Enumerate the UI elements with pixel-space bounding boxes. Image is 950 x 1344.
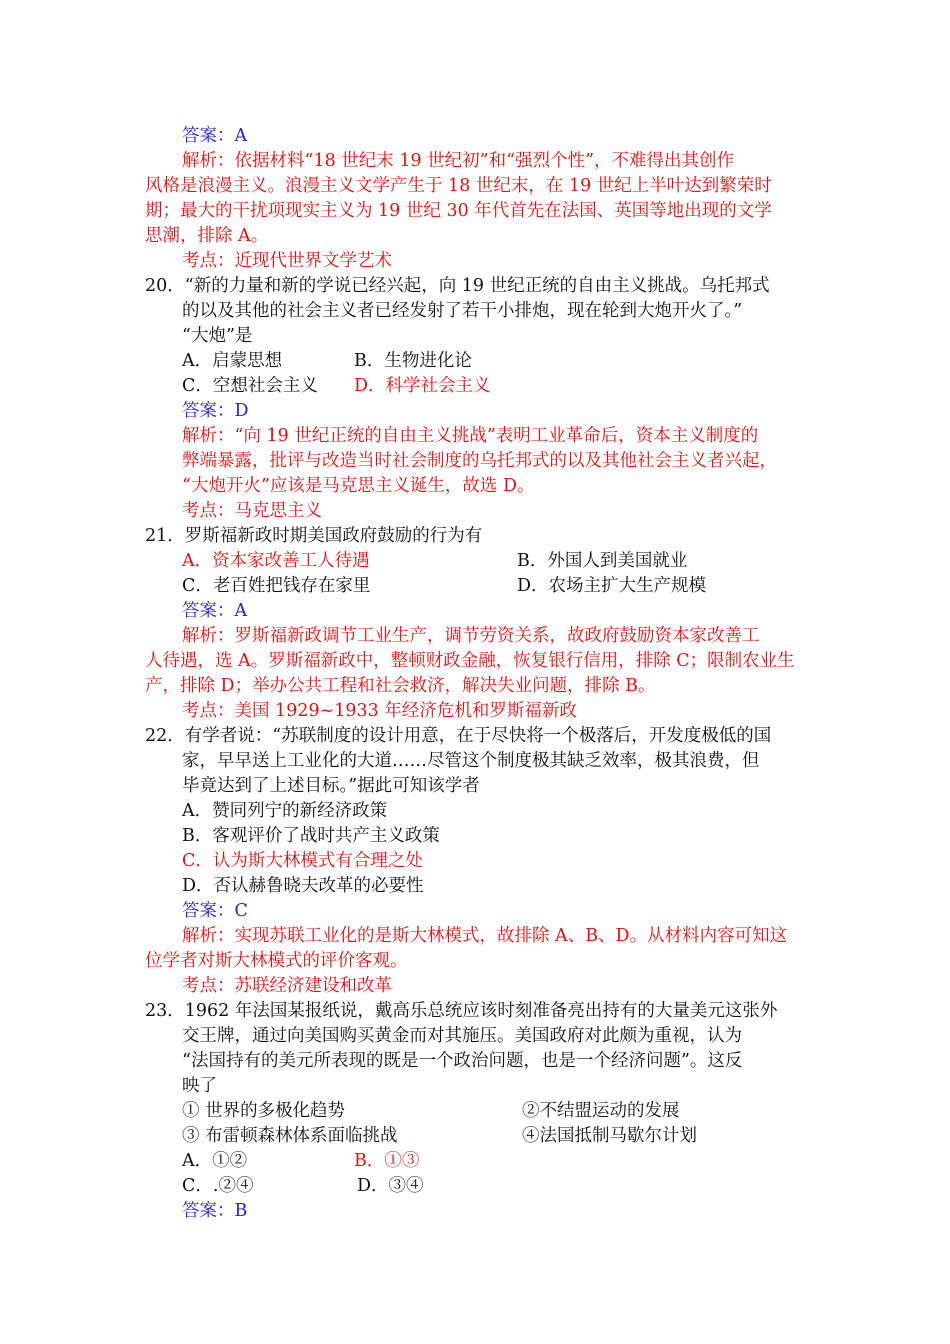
q23-item-3: ③ 布雷顿森林体系面临挑战: [182, 1126, 398, 1146]
q23-stem-line-1: 23．1962 年法国某报纸说，戴高乐总统应该时刻准备亮出持有的大量美元这张外: [145, 1001, 778, 1021]
q22-option-d: D．否认赫鲁晓夫改革的必要性: [182, 876, 424, 896]
q20-option-a: A．启蒙思想: [182, 351, 283, 371]
q19-analysis-line-3: 期；最大的干扰项现实主义为 19 世纪 30 年代首先在法国、英国等地出现的文学: [145, 201, 772, 221]
q23-option-d: D．③④: [357, 1176, 424, 1196]
q22-topic: 考点：苏联经济建设和改革: [182, 976, 392, 996]
q19-answer: 答案：A: [182, 126, 248, 146]
q22-option-a: A．赞同列宁的新经济政策: [182, 801, 388, 821]
q23-answer: 答案：B: [182, 1201, 248, 1221]
q22-stem-line-1: 22．有学者说：“苏联制度的设计用意，在于尽快将一个极落后，开发度极低的国: [145, 726, 772, 746]
q21-analysis-line-2: 人待遇，选 A。罗斯福新政中，整顿财政金融，恢复银行信用，排除 C；限制农业生: [145, 651, 795, 671]
q20-stem-line-3: “大炮”是: [182, 326, 253, 346]
q23-option-c: C．.②④: [182, 1176, 254, 1196]
q20-option-c: C．空想社会主义: [182, 376, 318, 396]
q22-option-b: B．客观评价了战时共产主义政策: [182, 826, 440, 846]
q21-option-b: B．外国人到美国就业: [517, 551, 688, 571]
q23-item-4: ④法国抵制马歇尔计划: [522, 1126, 697, 1146]
q19-analysis-line-2: 风格是浪漫主义。浪漫主义文学产生于 18 世纪末，在 19 世纪上半叶达到繁荣时: [145, 176, 772, 196]
q19-analysis-line-1: 解析：依据材料“18 世纪末 19 世纪初”和“强烈个性”，不难得出其创作: [182, 151, 735, 171]
q20-option-b: B．生物进化论: [354, 351, 472, 371]
q21-option-c: C．老百姓把钱存在家里: [182, 576, 371, 596]
q20-analysis-line-1: 解析：“向 19 世纪正统的自由主义挑战”表明工业革命后，资本主义制度的: [182, 426, 759, 446]
q23-option-a: A．①②: [182, 1151, 248, 1171]
q20-stem-line-2: 的以及其他的社会主义者已经发射了若干小排炮，现在轮到大炮开火了。”: [182, 301, 743, 321]
q19-analysis-line-4: 思潮，排除 A。: [145, 226, 269, 246]
q22-analysis-line-1: 解析：实现苏联工业化的是斯大林模式，故排除 A、B、D。从材料内容可知这: [182, 926, 788, 946]
q23-option-b: B．①③: [354, 1151, 420, 1171]
q23-item-2: ②不结盟运动的发展: [522, 1101, 680, 1121]
q21-stem: 21．罗斯福新政时期美国政府鼓励的行为有: [145, 526, 483, 546]
q20-answer: 答案：D: [182, 401, 249, 421]
q23-item-1: ① 世界的多极化趋势: [182, 1101, 346, 1121]
q23-stem-line-2: 交王牌，通过向美国购买黄金而对其施压。美国政府对此颇为重视，认为: [182, 1026, 742, 1046]
q20-topic: 考点：马克思主义: [182, 501, 322, 521]
q20-analysis-line-2: 弊端暴露，批评与改造当时社会制度的乌托邦式的以及其他社会主义者兴起，: [182, 451, 777, 471]
q22-analysis-line-2: 位学者对斯大林模式的评价客观。: [145, 951, 408, 971]
q21-option-a: A．资本家改善工人待遇: [182, 551, 370, 571]
q20-option-d: D．科学社会主义: [354, 376, 491, 396]
q21-option-d: D．农场主扩大生产规模: [517, 576, 707, 596]
q22-answer: 答案：C: [182, 901, 248, 921]
q22-stem-line-2: 家，早早送上工业化的大道……尽管这个制度极其缺乏效率，极其浪费，但: [182, 751, 760, 771]
q23-stem-line-3: “法国持有的美元所表现的既是一个政治问题，也是一个经济问题”。这反: [182, 1051, 743, 1071]
q20-analysis-line-3: “大炮开火”应该是马克思主义诞生，故选 D。: [182, 476, 535, 496]
q21-answer: 答案：A: [182, 601, 248, 621]
q21-topic: 考点：美国 1929~1933 年经济危机和罗斯福新政: [182, 701, 577, 721]
q20-stem-line-1: 20．“新的力量和新的学说已经兴起，向 19 世纪正统的自由主义挑战。乌托邦式: [145, 276, 770, 296]
q23-stem-line-4: 映了: [182, 1076, 217, 1096]
q22-stem-line-3: 毕竟达到了上述目标。”据此可知该学者: [182, 776, 480, 796]
q22-option-c: C．认为斯大林模式有合理之处: [182, 851, 423, 871]
q21-analysis-line-1: 解析：罗斯福新政调节工业生产，调节劳资关系，故政府鼓励资本家改善工: [182, 626, 760, 646]
q21-analysis-line-3: 产，排除 D；举办公共工程和社会救济，解决失业问题，排除 B。: [145, 676, 656, 696]
q19-topic: 考点：近现代世界文学艺术: [182, 251, 392, 271]
